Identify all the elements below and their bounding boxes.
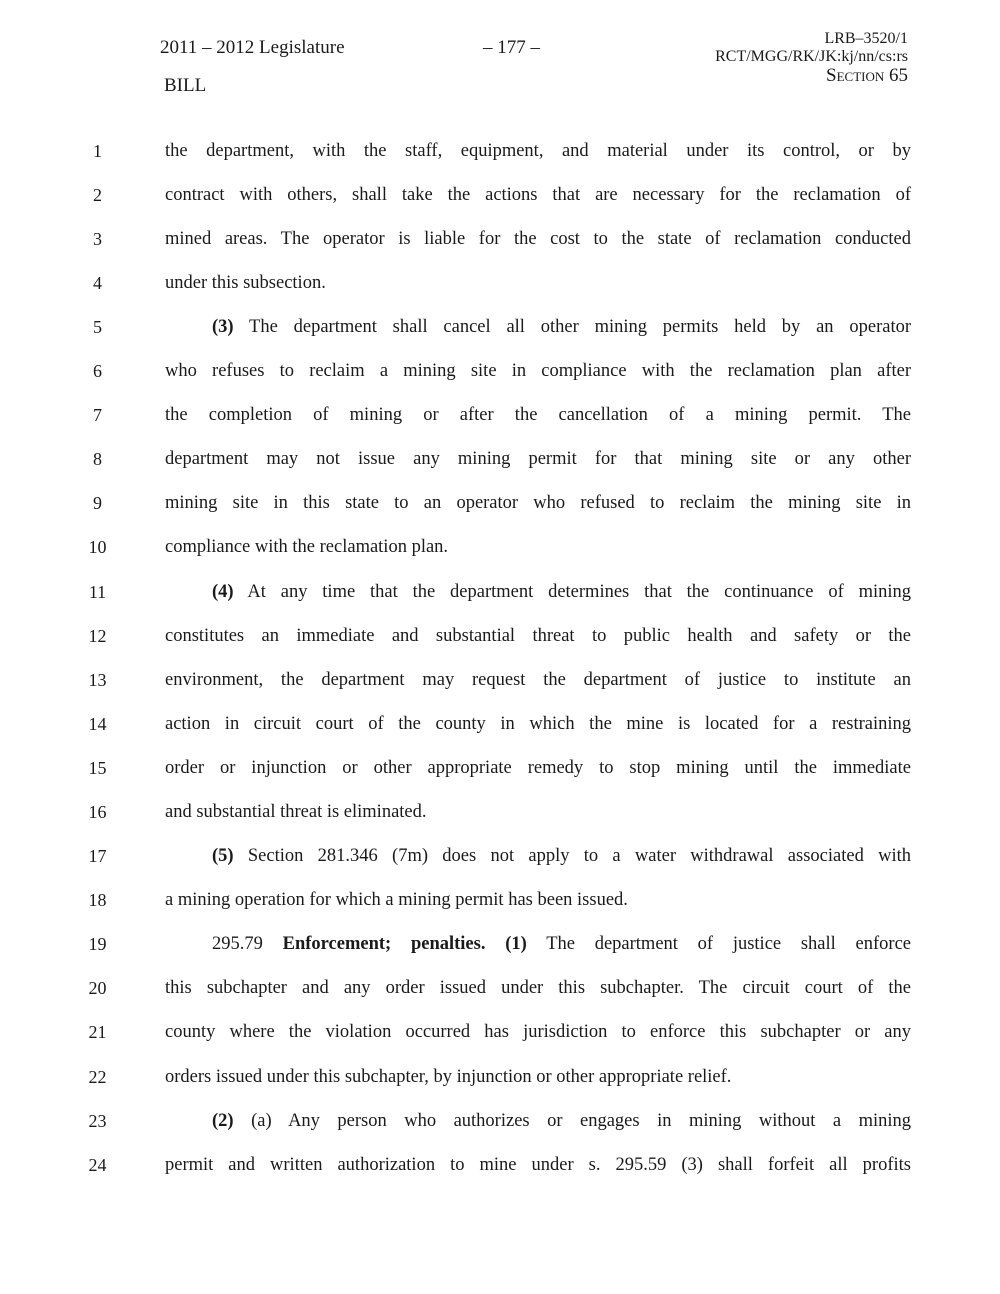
line-text: action in circuit court of the county in which the mine is located for a restraining	[165, 714, 911, 734]
line-text: the completion of mining or after the cancellation of a mining permit. The	[165, 405, 911, 425]
statute-number: 295.79	[212, 934, 263, 954]
line-number: 4	[93, 273, 102, 293]
document-type: BILL	[164, 75, 207, 96]
line-text: this subchapter and any order issued under this subchapter. The circuit court of the	[165, 978, 911, 998]
bill-line	[0, 885, 1000, 915]
line-text: department may not issue any mining permit for that mining site or any other	[165, 449, 911, 469]
line-number: 19	[88, 934, 107, 954]
line-number: 12	[88, 626, 107, 646]
bill-line	[0, 577, 1000, 607]
line-text: orders issued under this subchapter, by injunction or other appropriate relief.	[165, 1067, 732, 1087]
section-heading: Enforcement; penalties. (1)	[262, 934, 527, 954]
line-number: 21	[88, 1022, 107, 1042]
legislature-session: 2011 – 2012 Legislature	[160, 37, 345, 58]
line-text: compliance with the reclamation plan.	[165, 537, 449, 557]
line-text: the department, with the staff, equipment, and material under its control, or by	[165, 141, 911, 161]
line-number: 8	[93, 449, 102, 469]
bill-line	[0, 224, 1000, 254]
bill-line	[0, 841, 1000, 871]
bill-line	[0, 929, 1000, 959]
line-number: 18	[88, 890, 107, 910]
line-number: 23	[88, 1111, 107, 1131]
lrb-number: LRB–3520/1	[824, 30, 908, 47]
line-text: (3) The department shall cancel all other mining permits held by an operator	[212, 317, 911, 337]
line-text: (2) (a) Any person who authorizes or engages in mining without a mining	[212, 1111, 911, 1131]
bill-line	[0, 973, 1000, 1003]
line-text: and substantial threat is eliminated.	[165, 802, 427, 822]
subsection-marker: (3)	[212, 317, 234, 337]
bill-line	[0, 312, 1000, 342]
line-number: 24	[88, 1155, 107, 1175]
page-number: – 177 –	[483, 37, 540, 58]
line-number: 16	[88, 802, 107, 822]
line-number: 6	[93, 361, 102, 381]
bill-line	[0, 268, 1000, 298]
line-number: 11	[88, 582, 107, 602]
line-number: 2	[93, 185, 102, 205]
bill-line	[0, 1017, 1000, 1047]
bill-line	[0, 621, 1000, 651]
line-text: a mining operation for which a mining permit has been issued.	[165, 890, 628, 910]
line-text: constitutes an immediate and substantial threat to public health and safety or the	[165, 626, 911, 646]
line-number: 17	[88, 846, 107, 866]
line-number: 22	[88, 1067, 107, 1087]
bill-line	[0, 488, 1000, 518]
bill-line	[0, 1106, 1000, 1136]
bill-line	[0, 356, 1000, 386]
line-text: (5) Section 281.346 (7m) does not apply to a water withdrawal associated with	[212, 846, 911, 866]
line-text: 295.79 Enforcement; penalties. (1) The department of justice shall enforce	[212, 934, 911, 954]
line-text: who refuses to reclaim a mining site in compliance with the reclamation plan after	[165, 361, 911, 381]
line-text: county where the violation occurred has jurisdiction to enforce this subchapter or any	[165, 1022, 911, 1042]
line-text: under this subsection.	[165, 273, 326, 293]
bill-line	[0, 444, 1000, 474]
line-text: (4) At any time that the department determines that the continuance of mining	[212, 582, 911, 602]
line-text: order or injunction or other appropriate remedy to stop mining until the immediate	[165, 758, 911, 778]
subsection-marker: (5)	[212, 846, 234, 866]
line-number: 20	[88, 978, 107, 998]
section-number: 65	[889, 65, 908, 86]
bill-line	[0, 532, 1000, 562]
bill-line	[0, 136, 1000, 166]
section-label	[826, 66, 908, 85]
line-number: 5	[93, 317, 102, 337]
line-number: 3	[93, 229, 102, 249]
line-number: 14	[88, 714, 107, 734]
bill-line	[0, 180, 1000, 210]
bill-line	[0, 400, 1000, 430]
subsection-marker: (4)	[212, 582, 234, 602]
line-number: 13	[88, 670, 107, 690]
line-text: permit and written authorization to mine under s. 295.59 (3) shall forfeit all profits	[165, 1155, 911, 1175]
line-number: 7	[93, 405, 102, 425]
bill-line	[0, 1150, 1000, 1180]
line-text: environment, the department may request the department of justice to institute an	[165, 670, 911, 690]
bill-line	[0, 709, 1000, 739]
line-text: mined areas. The operator is liable for the cost to the state of reclamation conducted	[165, 229, 911, 249]
subsection-marker: (2)	[212, 1111, 234, 1131]
bill-line	[0, 797, 1000, 827]
bill-line	[0, 1062, 1000, 1092]
drafter-initials: RCT/MGG/RK/JK:kj/nn/cs:rs	[715, 48, 908, 65]
line-text: mining site in this state to an operator who refused to reclaim the mining site in	[165, 493, 911, 513]
line-number: 1	[93, 141, 102, 161]
bill-line	[0, 753, 1000, 783]
line-number: 15	[88, 758, 107, 778]
line-number: 9	[93, 493, 102, 513]
line-text: contract with others, shall take the actions that are necessary for the reclamation of	[165, 185, 911, 205]
bill-line	[0, 665, 1000, 695]
line-number: 10	[88, 537, 107, 557]
section-word: Section	[826, 65, 885, 86]
